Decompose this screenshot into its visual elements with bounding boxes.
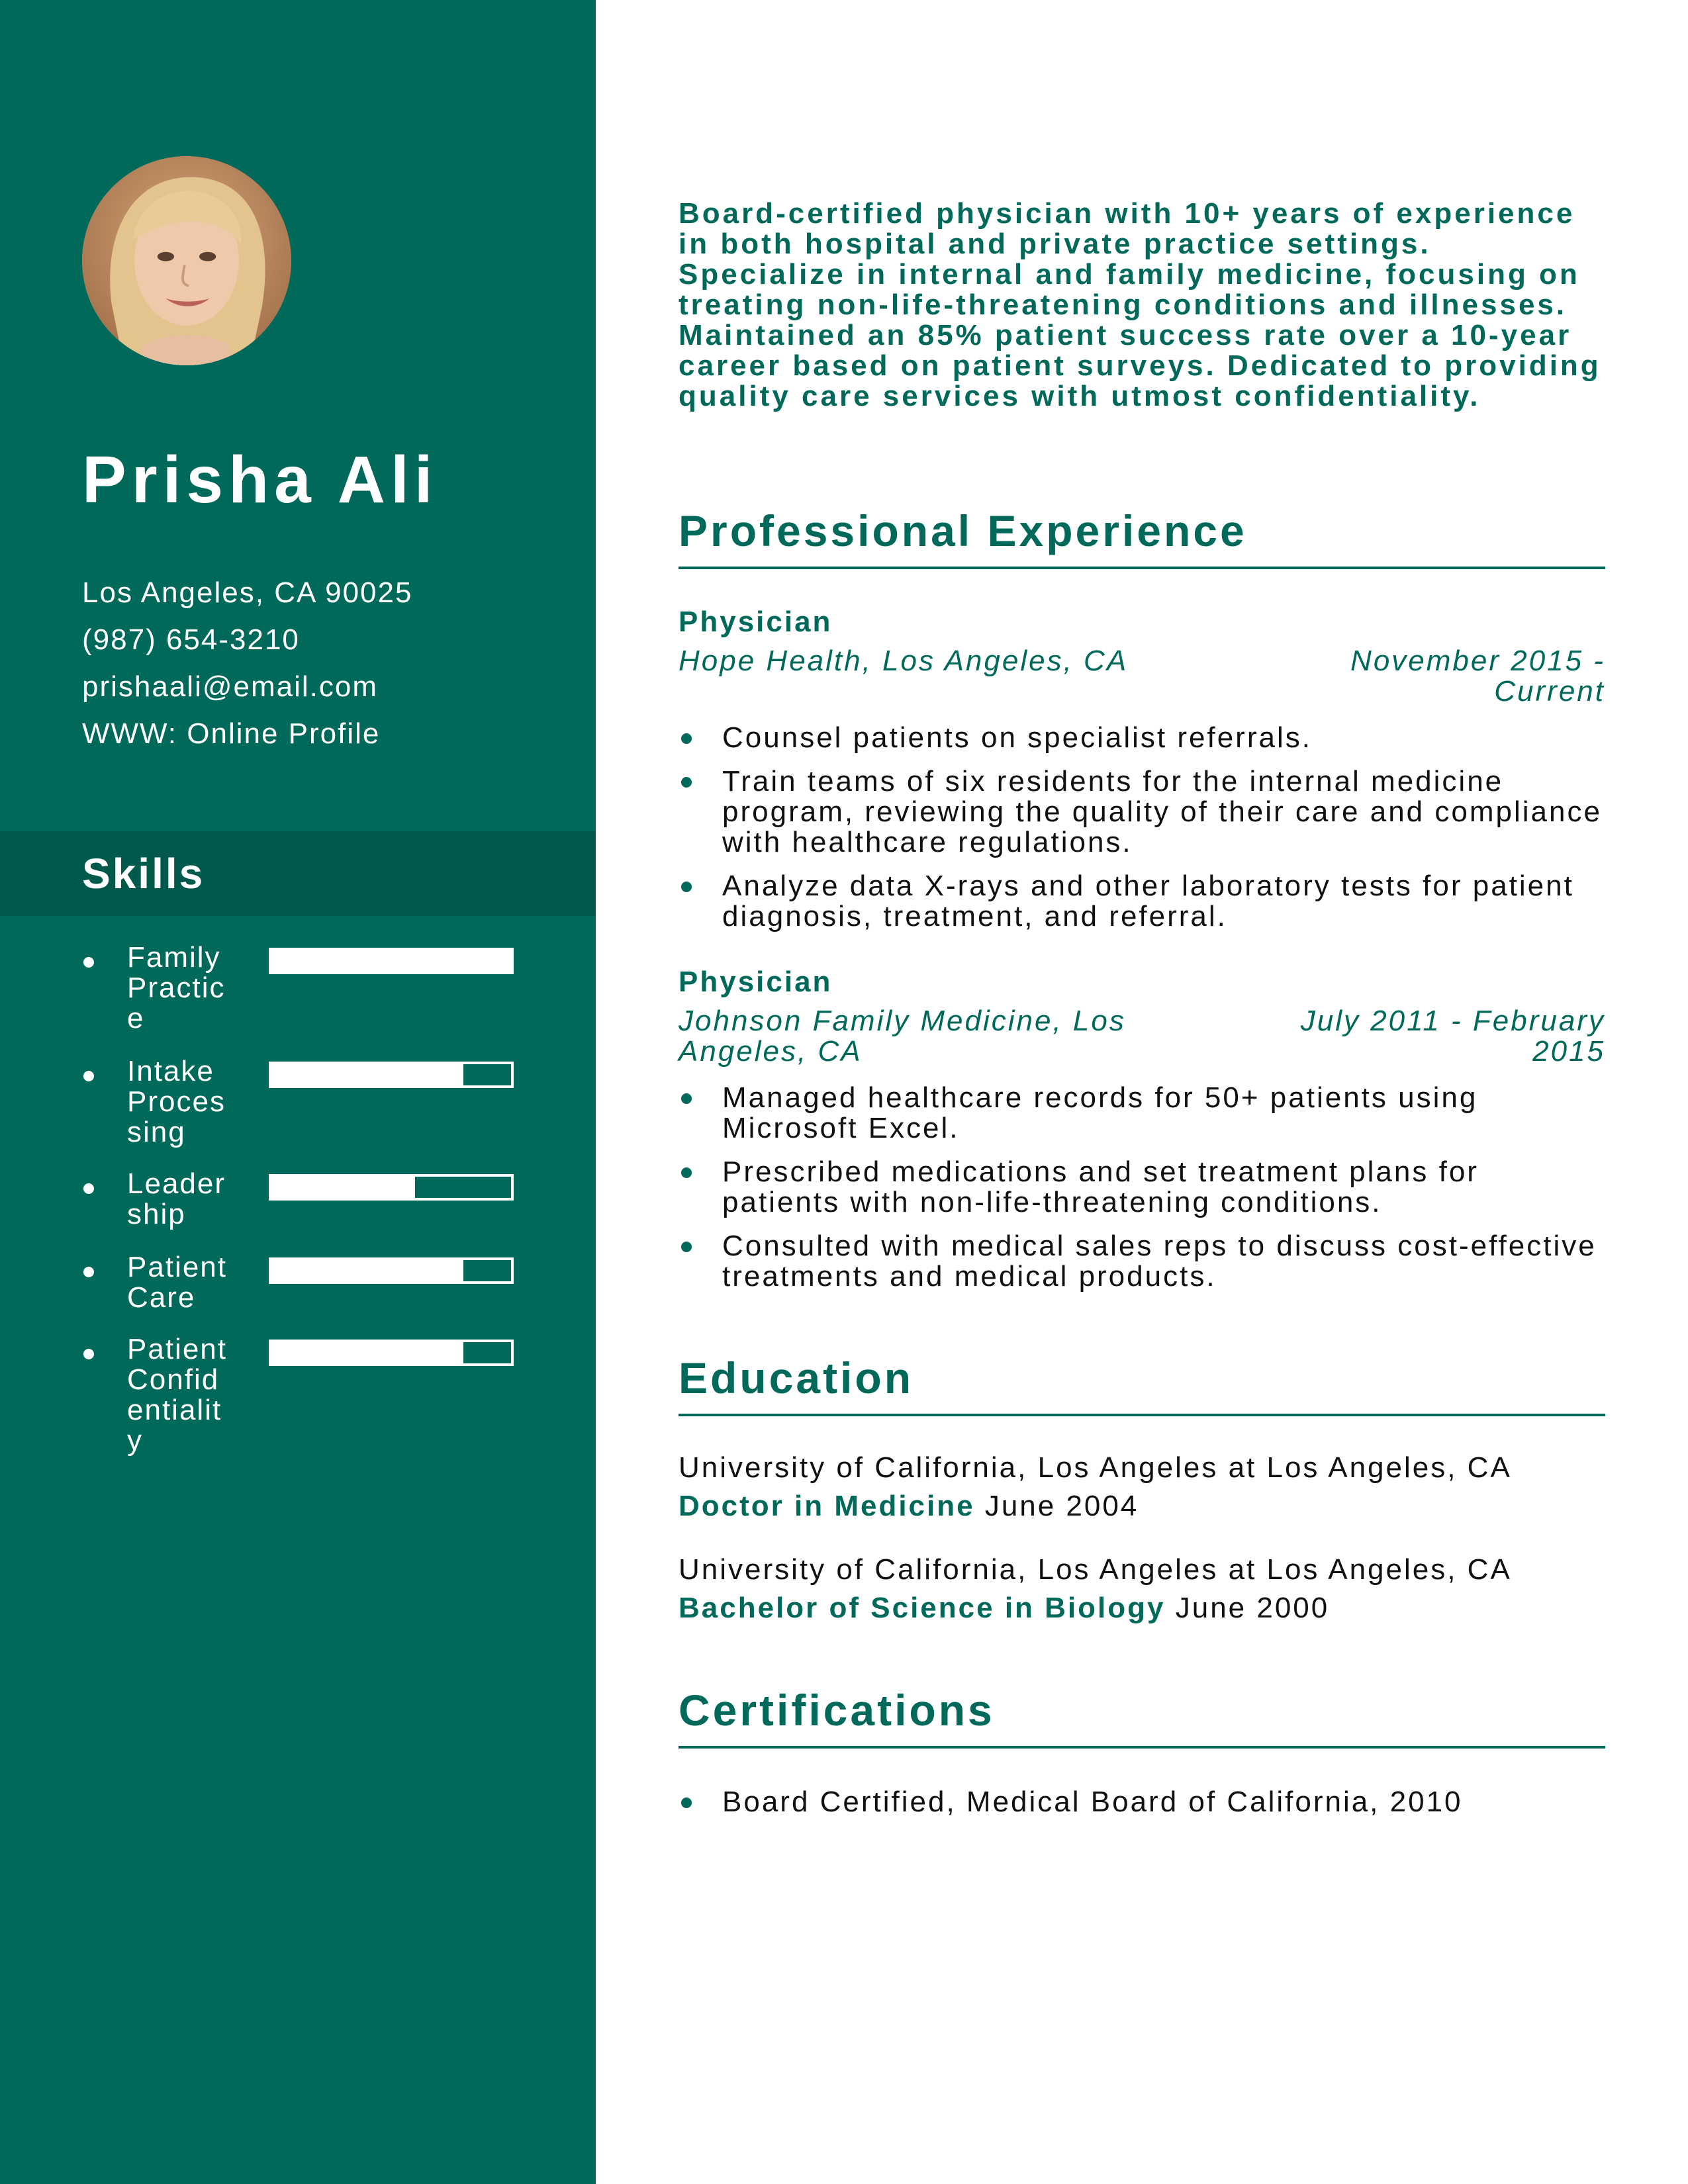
skill-label: Patient Confidentiality [127,1333,227,1457]
education-date: June 2000 [1175,1592,1330,1624]
bullet-icon [83,1183,94,1194]
education-date: June 2004 [984,1490,1139,1522]
contact-website[interactable]: WWW: Online Profile [82,717,381,750]
skill-level-fill [271,1342,463,1363]
skill-level-bar [269,1340,514,1366]
skill-level-bar [269,1062,514,1088]
profile-photo [82,156,291,365]
sidebar [0,0,596,2184]
job-company: Johnson Family Medicine, Los Angeles, CA [679,1005,1126,1068]
job-title: Physician [679,966,833,998]
education-school: University of California, Los Angeles at Los Angeles, CA [679,1451,1512,1484]
contact-email[interactable]: prishaali@email.com [82,670,379,703]
profile-summary: Board-certified physician with 10+ years of experience in both hospital and private practice settings. Specialize in internal and family medicine, focusing on treating non-life-threatening conditions and illnesses. Maintained an 85% patient success rate over a 10-year career based on patient surveys. Dedicated to providing quality care services with utmost confidentiality. [679,197,1601,412]
candidate-name: Prisha Ali [82,443,438,517]
education-degree: Doctor in Medicine [679,1490,975,1522]
contact-list [82,569,412,757]
bullet-icon [83,1071,94,1081]
bullet-icon [83,1267,94,1277]
skill-level-bar [269,1174,514,1201]
education-degree-line [679,1488,1139,1525]
section-divider [679,567,1605,569]
skill-label: Patient Care [127,1251,227,1314]
skill-level-fill [271,1177,415,1198]
job-bullet: Counsel patients on specialist referrals. [679,723,1605,753]
bullet-icon [83,1349,94,1359]
bullet-icon [83,957,94,968]
certifications-title: Certifications [679,1686,995,1735]
skill-label: Family Practice [127,941,226,1034]
job-title: Physician [679,606,833,638]
job-company: Hope Health, Los Angeles, CA [679,645,1129,677]
job-bullet: Analyze data X-rays and other laboratory tests for patient diagnosis, treatment, and referral. [679,871,1605,932]
education-school: University of California, Los Angeles at Los Angeles, CA [679,1553,1512,1586]
skill-level-fill [271,950,511,972]
experience-title: Professional Experience [679,506,1247,555]
certification-list [679,1787,1605,1831]
contact-address: Los Angeles, CA 90025 [82,576,413,609]
job-bullet: Managed healthcare records for 50+ patients using Microsoft Excel. [679,1083,1605,1144]
education-title: Education [679,1353,914,1402]
skills-header [0,831,596,916]
portrait-icon [82,156,291,365]
skills-title: Skills [82,850,205,897]
certification-item: Board Certified, Medical Board of California, 2010 [679,1787,1605,1817]
job-bullets [679,1083,1605,1305]
job-bullets [679,723,1605,945]
skill-level-fill [271,1260,463,1281]
skill-label: Leadership [127,1167,226,1230]
education-degree: Bachelor of Science in Biology [679,1592,1166,1624]
job-bullet: Prescribed medications and set treatment plans for patients with non-life-threatening conditions. [679,1157,1605,1218]
section-divider [679,1746,1605,1749]
section-divider [679,1414,1605,1416]
job-bullet: Consulted with medical sales reps to discuss cost-effective treatments and medical products. [679,1231,1605,1292]
skill-level-bar [269,948,514,974]
skill-level-fill [271,1064,463,1085]
contact-phone[interactable]: (987) 654-3210 [82,623,300,656]
skill-level-bar [269,1257,514,1284]
job-bullet: Train teams of six residents for the internal medicine program, reviewing the quality of their care and compliance with healthcare regulations. [679,766,1605,858]
skill-label: Intake Processing [127,1055,226,1148]
job-dates: July 2011 - February 2015 [1300,1005,1605,1068]
education-degree-line [679,1590,1329,1627]
job-dates: November 2015 - Current [1350,645,1605,707]
